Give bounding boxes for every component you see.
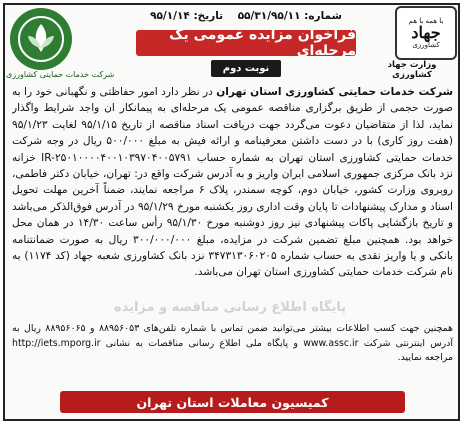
reference-line xyxy=(116,10,376,22)
logo-bottom-text: کشاورزی xyxy=(412,41,440,49)
logo-main-text: جهاد xyxy=(411,23,441,42)
reference-date: تاریخ: ۹۵/۱/۱۴ xyxy=(150,10,224,22)
company-name-logo: شرکت خدمات حمایتی کشاورزی xyxy=(6,70,115,79)
ministry-name: وزارت جهاد کشاورزی xyxy=(387,60,437,80)
notice-body xyxy=(12,84,453,304)
watermark-text: پایگاه اطلاع رسانی مناقصه و مزایده xyxy=(113,300,347,315)
notice-header xyxy=(6,6,459,80)
reference-number: شماره: ۵۵/۳۱/۹۵/۱۱ xyxy=(237,10,342,22)
logo-top-text: با همه با هم xyxy=(408,17,444,25)
leaf-emblem-icon xyxy=(10,8,72,70)
contact-note: همچنین جهت کسب اطلاعات بیشتر می‌توانید ضمن تماس با شماره تلفن‌های ۸۸۹۵۶۰۵۳ و ۸۸۹۵۶۰۶۵ ریال به آدرس اینترنتی شرکت www.assc.ir و پایگاه ملی اطلاع رسانی مناقصات به نشانی http://iets.mporg.ir مراجعه نمایید. xyxy=(12,323,454,363)
commission-banner: کمیسیون معاملات استان تهران xyxy=(60,391,405,413)
body-paragraph: در نظر دارد امور حفاظتی و نگهبانی خود را به صورت حجمی از طریق برگزاری مناقصه عمومی یک مرحله‌ای به پیمانکار ان واجد شرایط واگذار نماید، لذا از متقاضیان دعوت می‌گردد جهت دریافت اسناد مناقصه از تاریخ ۹۵/۱/۱۵ لغایت ۹۵/۱/۲۳ (هفت روز کاری) با در دست داشتن معرفینامه و ارائه فیش به مبلغ ۵۰۰/۰۰۰ ریال در وجه شرکت خدمات حمایتی کشاورزی استان تهران به شماره حساب IR-۲۵۰۱۰۰۰۰۴۰۰۱۰۳۹۷۰۴۰۰۵۷۹۱ خزانه نزد بانک مرکزی جمهوری اسلامی ایران واریز و به آدرس شرکت واقع در: تهران، خیابان دکتر فاطمی، روبروی وزارت کشور، خیابان دوم، کوچه سمندر، پلاک ۶ مراجعه نمایند، ضمناً آخرین مهلت تحویل اسناد و مدارک پیشنهادات تا پایان وقت اداری روز یکشنبه مورخ ۹۵/۱/۲۹ در آدرس فوق‌الذکر می‌باشد و تاریخ بازگشایی پاکات پیشنهادی نیز روز دوشنبه مورخ ۹۵/۱/۳۰ رأس ساعت ۱۴/۳۰ در همان محل خواهد بود. همچنین مبلغ تضمین شرکت در مزایده، مبلغ ۳۰۰/۰۰۰/۰۰۰ ریال به صورت ضمانتنامه بانکی و یا واریز نقدی به حساب شماره ۳۴۷۳۱۳۰۶۰۲۰۵ نزد بانک کشاورزی شعبه جهاد (کد ۱۱۷۴) به نام شرکت خدمات حمایتی کشاورزی استان تهران می‌باشد. xyxy=(12,86,453,279)
ministry-logo-icon xyxy=(395,6,457,60)
round-badge: نوبت دوم xyxy=(211,60,281,77)
body-lead: شرکت خدمات حمایتی کشاورزی استان تهران xyxy=(216,86,453,98)
notice-title: فراخوان مزایده عمومی یک مرحله‌ای xyxy=(136,30,356,56)
